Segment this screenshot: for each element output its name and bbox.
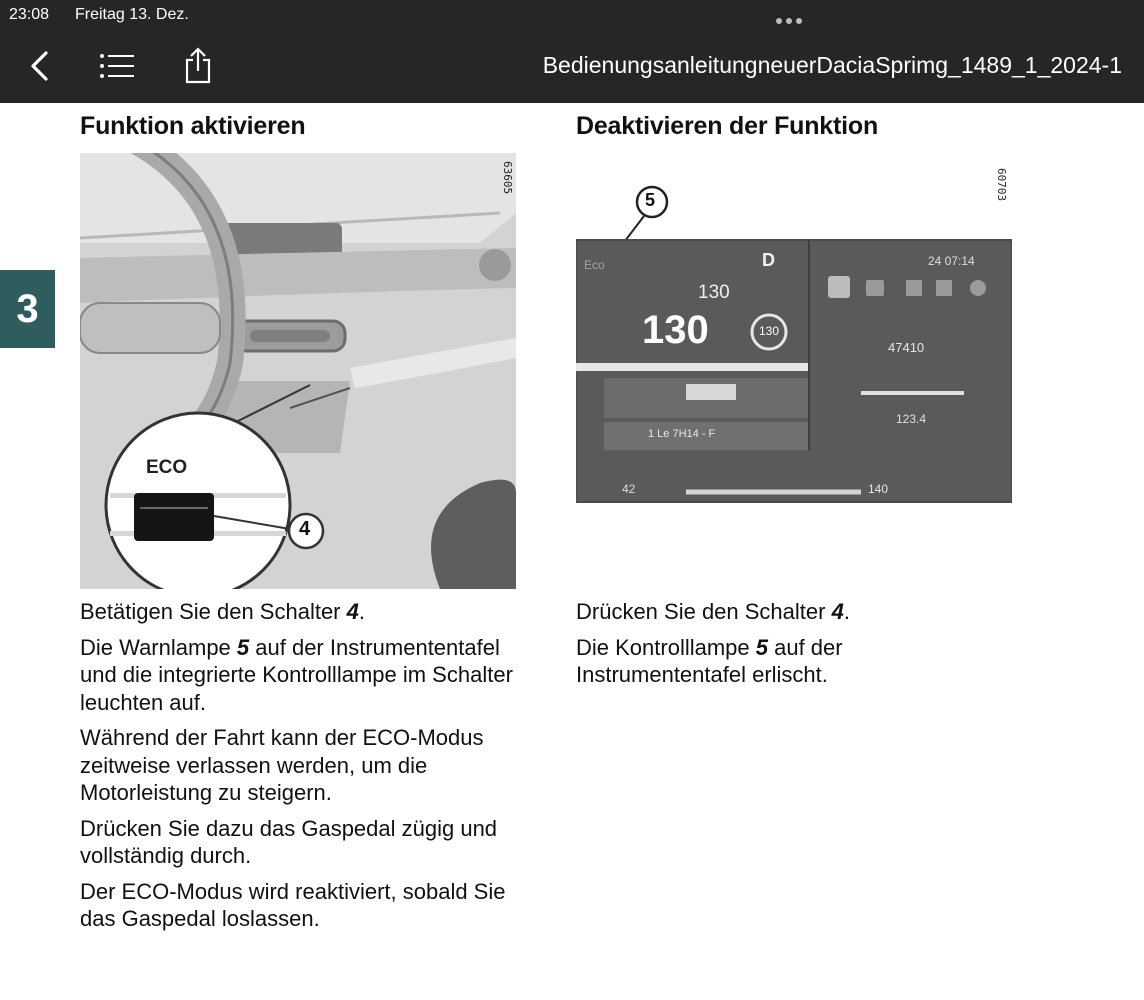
instruction-paragraph: Drücken Sie den Schalter 4.	[576, 599, 850, 624]
activate-instructions	[80, 598, 520, 941]
ref-number: 5	[755, 634, 768, 660]
ref-number: 5	[236, 634, 250, 660]
eco-label: ECO	[146, 457, 188, 478]
dashboard-drawing	[80, 153, 516, 589]
instruction-paragraph: Die Kontrolllampe 5 auf der Instrumententafel erlischt.	[576, 634, 843, 687]
status-date: Freitag 13. Dez.	[75, 6, 189, 23]
callout-5: 5	[645, 190, 656, 210]
table-of-contents-button[interactable]	[96, 44, 138, 88]
instruction-paragraph: Während der Fahrt kann der ECO-Modus zeitweise verlassen werden, um die Motorleistung zu steigern.	[80, 725, 484, 805]
figure-code: 60703	[995, 168, 1008, 202]
instrument-cluster-illustration	[576, 158, 1012, 503]
deactivate-instructions	[576, 598, 1016, 697]
eco-indicator: Eco	[584, 258, 605, 272]
cluster-time: 24 07:14	[928, 254, 975, 268]
share-button[interactable]	[178, 44, 218, 88]
odometer: 47410	[888, 340, 925, 355]
instruction-paragraph: Betätigen Sie den Schalter 4.	[80, 599, 365, 624]
speed-limit-small: 130	[698, 282, 730, 303]
chapter-tab[interactable]: 3	[0, 270, 55, 348]
callout-4: 4	[299, 518, 311, 540]
trip-meter: 123.4	[896, 412, 927, 426]
outside-temp: 42	[622, 482, 636, 496]
section-heading: Deaktivieren der Funktion	[576, 112, 879, 140]
section-heading: Funktion aktivieren	[80, 112, 306, 140]
instruction-paragraph: Die Warnlampe 5 auf der Instrumententafel und die integrierte Kontrolllampe im Schalter leuchten auf.	[80, 634, 513, 715]
ref-number: 4	[831, 599, 844, 624]
share-icon	[183, 47, 213, 85]
instruction-paragraph: Der ECO-Modus wird reaktiviert, sobald Sie das Gaspedal loslassen.	[80, 878, 506, 931]
section-activate	[80, 108, 520, 931]
back-button[interactable]	[22, 44, 58, 88]
top-bar	[0, 0, 1144, 103]
figure-code: 63605	[501, 161, 514, 195]
chevron-left-icon	[29, 50, 51, 82]
status-time: 23:08	[9, 6, 50, 23]
section-deactivate	[576, 108, 1016, 687]
document-title: BedienungsanleitungneuerDaciaSprimg_1489_1_2024-1	[542, 52, 1122, 78]
list-icon	[99, 52, 135, 80]
speed-sign: 130	[759, 324, 780, 338]
ref-number: 4	[346, 599, 359, 624]
range-value: 140	[868, 482, 889, 496]
instruction-paragraph: Drücken Sie dazu das Gaspedal zügig und vollständig durch.	[80, 815, 498, 868]
multitasking-dots-icon[interactable]	[776, 11, 812, 19]
gear-indicator: D	[762, 250, 775, 270]
speed-value: 130	[642, 308, 709, 352]
road-info: 1 Le 7H14 - F	[648, 428, 716, 440]
eco-switch-illustration	[80, 153, 516, 589]
